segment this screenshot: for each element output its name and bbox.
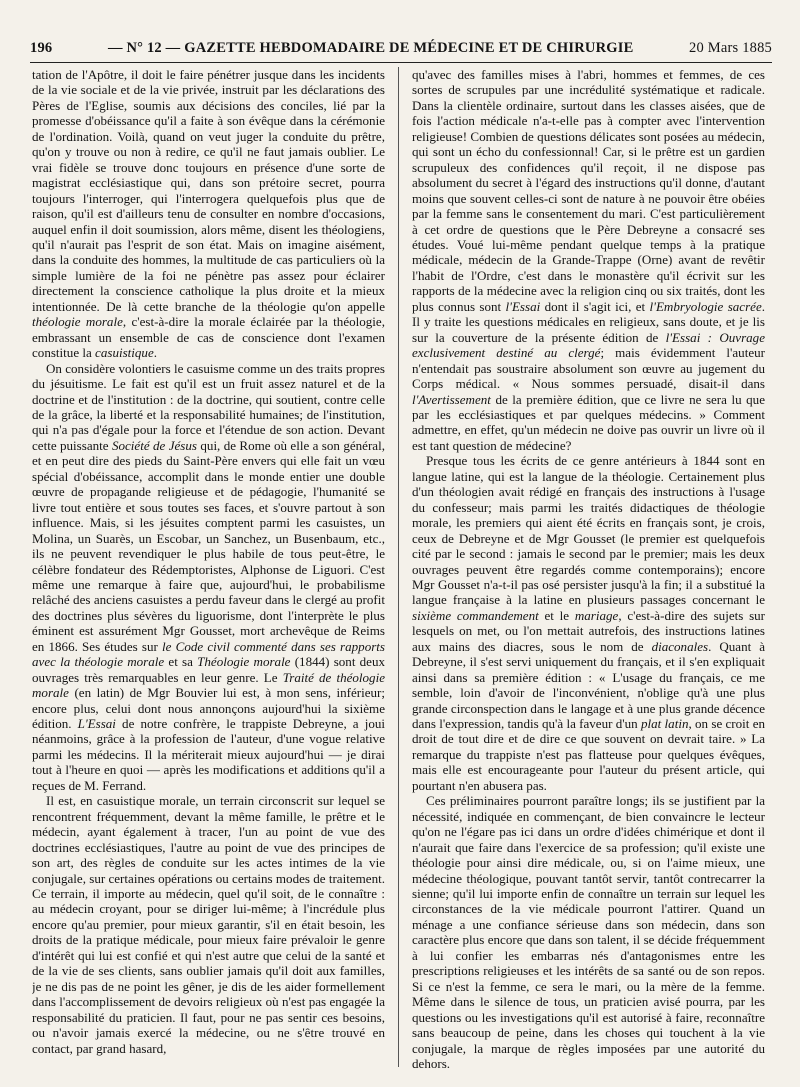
journal-title: GAZETTE HEBDOMADAIRE DE MÉDECINE ET DE CHIRURGIE: [184, 40, 634, 56]
right-paragraph-2: Presque tous les écrits de ce genre antérieurs à 1844 sont en langue latine, qui est la langue de la théologie. Certainement plus d'un théologien avait rédigé en français des instructions à l'usage du confesseur; mais parmi les traités didactiques de théologie morale, les premiers qui aient été écrits en français sont, je crois, ceux de Debreyne et de Mgr Gousset (le premier est quelquefois cité par le second : jamais le second par le premier; mais les deux ouvrages peuvent être regardés comme contemporains); encore Mgr Gousset n'a-t-il pas osé persister jusqu'à la fin; il a substitué la langue française à la latine en plusieurs passages concernant le sixième commandement et le mariage, c'est-à-dire des sujets sur lesquels on met, ou l'on mettait autrefois, des instructions latines aux mains des diacres, sous le nom de diaconales. Quant à Debreyne, il s'est servi uniquement du français, et il s'en expliquait ainsi dans sa première édition : « L'usage du français, ce me semble, loin d'avoir de l'inconvénient, n'oblige qu'à une plus grande circonspection dans le langage et à une plus grande décence dans l'expression, tandis qu'à la faveur d'un plat latin, on se croit en droit de tout dire et de dire ce que souvent on devrait taire. » La remarque du trappiste n'est pas flatteuse pour quelques évêques, mais elle est encourageante pour l'auteur du présent article, qui pourtant n'en abusera pas.: [412, 453, 765, 793]
right-column: [412, 67, 765, 1072]
issue-date: 20 Mars 1885: [689, 40, 772, 56]
left-paragraph-1: tation de l'Apôtre, il doit le faire pénétrer jusque dans les incidents de la vie sociale et de la vie privée, instruit par les déclarations des Pères de l'Eglise, soumis aux décisions des conciles, lié par la promesse d'obéissance qu'il a faite à son évêque dans la cérémonie de l'ordination. Voilà, quand on veut juger la conduite du prêtre, qu'on y trouve ou non à redire, ce qu'il ne faut jamais oublier. Le vrai fidèle se trouve donc toujours en présence d'une sorte de magistrat ecclésiastique qui, dans son prétoire secret, pourra toujours l'interroger, qui l'interrogera quelquefois plus que de raison, qu'il est d'ailleurs tenu de consulter en nombre d'occasions, auquel enfin il doit soumission, alors même, disent les théologiens, qu'il n'aurait pas l'esprit de son état. Mais on imagine aisément, dans la conduite des hommes, la multitude de cas particuliers où la simple lumière de la foi ne pénètre pas assez pour éclairer directement la conscience catholique la plus droite et la mieux intentionnée. De là cette branche de la théologie qu'on appelle théologie morale, c'est-à-dire la morale éclairée par la théologie, embrassant un ensemble de cas de conscience dont l'examen constitue la casuistique.: [32, 67, 385, 361]
right-paragraph-3: Ces préliminaires pourront paraître longs; ils se justifient par la nécessité, indiquée en commençant, de bien convaincre le lecteur qu'on ne l'égare pas ici dans un ordre d'idées chimérique et dont il n'aurait que faire dans l'exercice de sa profession; qu'il existe une théologie pour ainsi dire médicale, ou, si on l'aime mieux, une médecine théologique, pouvant tantôt servir, tantôt contrecarrer la sienne; qu'il lui importe enfin de connaître un terrain sur lequel les circonstances de la vie médicale pourront l'attirer. Quand un ménage a une confiance sérieuse dans son médecin, dans son caractère plus encore que dans son talent, il se décide fréquemment à lui confier les embarras nés d'antagonismes entre les prescriptions religieuses et les intérêts de sa santé ou de son repos. Si ce n'est la femme, ce sera le mari, ou la mère de la femme. Même dans le silence de tous, un praticien avisé pourra, par les questions ou les investigations qu'il est autorisé à faire, reconnaître sans beaucoup de peine, dans les choses qui touchent à la vie conjugale, la marque de règles imposées par une autorité du dehors.: [412, 793, 765, 1071]
page-header: [30, 40, 772, 57]
issue-number: — N° 12 —: [107, 40, 181, 56]
header-title: [52, 40, 689, 57]
left-paragraph-2: On considère volontiers le casuisme comme un des traits propres du jésuitisme. Le fait est qu'il est un fruit assez naturel et de la doctrine et de l'institution : de la doctrine, qui soutient, contre celle de la grâce, la liberté et la responsabilité humaines; de l'institution, qui n'a pas d'égale pour la force et l'étendue de son action. Devant cette puissante Société de Jésus qui, de Rome où elle a son général, et en peut dire des pieds du Saint-Père envers qui elle fait un vœu spécial d'obéissance, accomplit dans le monde entier une double œuvre de propagande religieuse et de pédagogie, l'humanité se livre tout entière et sous toutes ses faces, et s'ouvre partout à son influence. Mais, si les jésuites comptent parmi les casuistes, un Molina, un Suarès, un Escobar, un Sanchez, un Busenbaum, etc., ils ne peuvent revendiquer le plus habile de tous peut-être, le célèbre fondateur des Rédemptoristes, Alphonse de Liguori. C'est même une remarque à faire que, aujourd'hui, le probabilisme relâché des anciens casuistes a perdu faveur dans le clergé au profit des doctrines plus sévères du liguorisme, dont l'interprète le plus éminent est assurément Mgr Gousset, mort archevêque de Reims en 1866. Ses études sur le Code civil commenté dans ses rapports avec la théologie morale et sa Théologie morale (1844) sont deux ouvrages très remarquables en leur genre. Le Traité de théologie morale (en latin) de Mgr Bouvier lui est, à mon sens, inférieur; encore plus, celui dont nous annonçons aujourd'hui la sixième édition. L'Essai de notre confrère, le trappiste Debreyne, a joui néanmoins, grâce à la profession de l'auteur, d'une vogue relative parmi les médecins. Il la mériterait mieux aujourd'hui — je dirai tout à l'heure en quoi — après les modifications et additions qu'il a reçues de M. Ferrand.: [32, 360, 385, 793]
left-column: [32, 67, 385, 1072]
left-paragraph-3: Il est, en casuistique morale, un terrain circonscrit sur lequel se rencontrent fréquemment, devant la même famille, le prêtre et le médecin, ayant également à tracer, l'un au point de vue des doctrines ecclésiastiques, l'autre au point de vue des principes de son art, des règles de conduite sur les actes intimes de la vie conjugale, sur certaines opérations ou certains modes de traitement. Ce terrain, il importe au médecin, quel qu'il soit, de le connaître : au médecin croyant, pour se diriger lui-même; à l'incrédule plus encore qu'au premier, pour mieux garantir, s'il en était besoin, les droits de la pratique médicale, pour mieux faire prévaloir le genre d'intérêt qui lui est confié et qui n'est autre que celui de la santé et de la vie de ses clients, sans oublier jamais qu'il doit aux familles, je ne dis pas de ne point les gêner, je dis de les aider formellement dans l'accomplissement de devoirs religieux où n'est pas engagée la responsabilité du praticien. Il faut, pour ne pas sentir ces besoins, ou n'avoir jamais exercé la médecine, ou ne s'être trouvé en contact, par grand hasard,: [32, 793, 385, 1056]
right-paragraph-1: qu'avec des familles mises à l'abri, hommes et femmes, de ces sortes de scrupules par une incrédulité systématique et radicale. Dans la clientèle ordinaire, surtout dans les classes aisées, que de fois l'action médicale n'a-t-elle pas à compter avec l'intervention religieuse! Combien de questions délicates sont posées au médecin, qui sont un écho du confessionnal! Car, si le prêtre est un gardien scrupuleux des confidences qu'il reçoit, il ne dispose pas absolument du secret à l'égard des instructions qu'il donne, d'autant moins que souvent celles-ci sont de nature à ne pouvoir être obéies par la femme sans le consentement du mari. C'est particulièrement à cet ordre de questions que le Père Debreyne a consacré ses études. Voué lui-même pendant quelque temps à la pratique médicale, médecin de la Grande-Trappe (Orne) avant de revêtir l'habit de l'Ordre, c'est dans le monastère qu'il écrivit sur les rapports de la médecine avec la religion cinq ou six traités, dont les plus connus sont l'Essai dont il s'agit ici, et l'Embryologie sacrée. Il y traite les questions médicales en religieux, sans doute, et je lis sur la couverture de la présente édition de l'Essai : Ouvrage exclusivement destiné au clergé; mais évidemment l'auteur n'entendait pas soustraire absolument son œuvre au jugement du Corps médical. « Nous sommes persuadé, disait-il dans l'Avertissement de la première édition, que ce livre ne sera lu que par les ecclésiastiques et par quelques médecins. » Comment admettre, en effet, qu'un médecin ne doive pas ouvrir un livre où il est tant question de médecine?: [412, 67, 765, 453]
column-divider: [398, 67, 399, 1067]
header-rule: [30, 62, 772, 63]
page-number: 196: [30, 40, 53, 56]
